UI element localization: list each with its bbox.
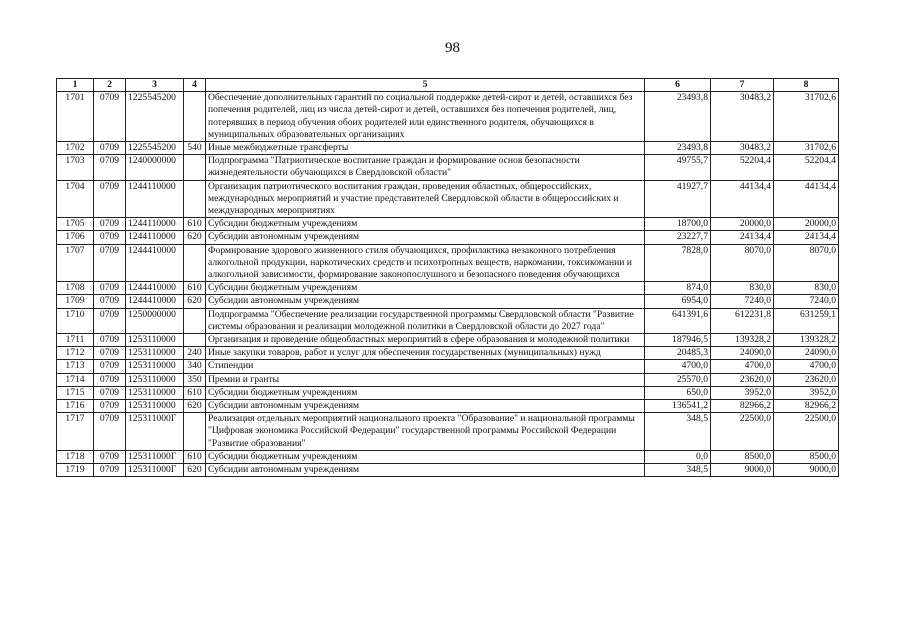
amount-year-3: 22500,0 bbox=[774, 413, 839, 451]
expense-type-code bbox=[184, 180, 206, 218]
target-article-code: 1244110000 bbox=[126, 231, 184, 244]
amount-year-3: 31702,6 bbox=[774, 142, 839, 155]
amount-year-1: 0,0 bbox=[645, 450, 711, 463]
target-article-code: 1244410000 bbox=[126, 244, 184, 282]
item-name: Субсидии бюджетным учреждениям bbox=[206, 218, 645, 231]
expense-type-code: 620 bbox=[184, 231, 206, 244]
amount-year-2: 612231,8 bbox=[711, 308, 774, 333]
amount-year-2: 24090,0 bbox=[711, 347, 774, 360]
target-article-code: 1253110000 bbox=[126, 334, 184, 347]
item-name: Субсидии бюджетным учреждениям bbox=[206, 386, 645, 399]
target-article-code: 1253110000 bbox=[126, 373, 184, 386]
section-code: 0709 bbox=[94, 282, 126, 295]
row-number: 1707 bbox=[57, 244, 94, 282]
amount-year-3: 139328,2 bbox=[774, 334, 839, 347]
amount-year-2: 44134,4 bbox=[711, 180, 774, 218]
expense-type-code bbox=[184, 155, 206, 180]
table-row bbox=[57, 244, 839, 282]
item-name: Иные закупки товаров, работ и услуг для обеспечения государственных (муниципальных) нужд bbox=[206, 347, 645, 360]
expense-type-code bbox=[184, 244, 206, 282]
item-name: Премии и гранты bbox=[206, 373, 645, 386]
section-code: 0709 bbox=[94, 244, 126, 282]
section-code: 0709 bbox=[94, 400, 126, 413]
amount-year-1: 6954,0 bbox=[645, 295, 711, 308]
table-row bbox=[57, 231, 839, 244]
amount-year-2: 139328,2 bbox=[711, 334, 774, 347]
amount-year-2: 52204,4 bbox=[711, 155, 774, 180]
row-number: 1714 bbox=[57, 373, 94, 386]
expense-type-code: 540 bbox=[184, 142, 206, 155]
table-row bbox=[57, 400, 839, 413]
amount-year-2: 82966,2 bbox=[711, 400, 774, 413]
amount-year-1: 41927,7 bbox=[645, 180, 711, 218]
target-article-code: 125311000Г bbox=[126, 413, 184, 451]
amount-year-2: 9000,0 bbox=[711, 464, 774, 477]
expense-type-code: 620 bbox=[184, 295, 206, 308]
expense-type-code: 240 bbox=[184, 347, 206, 360]
amount-year-2: 4700,0 bbox=[711, 360, 774, 373]
amount-year-3: 31702,6 bbox=[774, 92, 839, 142]
item-name: Обеспечение дополнительных гарантий по социальной поддержке детей-сирот и детей, оставшихся без попечения родителей, лиц из числа детей-сирот и детей, оставшихся без попечения родителей, лиц, потерявших в период обучения обоих родителей или единственного родителя, обучающихся в муниципальных образовательных организациях bbox=[206, 92, 645, 142]
target-article-code: 1225545200 bbox=[126, 92, 184, 142]
section-code: 0709 bbox=[94, 231, 126, 244]
amount-year-2: 830,0 bbox=[711, 282, 774, 295]
section-code: 0709 bbox=[94, 142, 126, 155]
amount-year-1: 874,0 bbox=[645, 282, 711, 295]
amount-year-3: 8500,0 bbox=[774, 450, 839, 463]
target-article-code: 1244110000 bbox=[126, 180, 184, 218]
section-code: 0709 bbox=[94, 155, 126, 180]
target-article-code: 1253110000 bbox=[126, 400, 184, 413]
table-row bbox=[57, 334, 839, 347]
expense-type-code: 610 bbox=[184, 386, 206, 399]
amount-year-3: 82966,2 bbox=[774, 400, 839, 413]
amount-year-1: 18700,0 bbox=[645, 218, 711, 231]
item-name: Субсидии бюджетным учреждениям bbox=[206, 450, 645, 463]
amount-year-3: 3952,0 bbox=[774, 386, 839, 399]
item-name: Стипендии bbox=[206, 360, 645, 373]
row-number: 1705 bbox=[57, 218, 94, 231]
table-row bbox=[57, 413, 839, 451]
row-number: 1703 bbox=[57, 155, 94, 180]
table-row bbox=[57, 92, 839, 142]
target-article-code: 1250000000 bbox=[126, 308, 184, 333]
row-number: 1716 bbox=[57, 400, 94, 413]
section-code: 0709 bbox=[94, 450, 126, 463]
item-name: Организация и проведение общеобластных мероприятий в сфере образования и молодежной политики bbox=[206, 334, 645, 347]
item-name: Субсидии автономным учреждениям bbox=[206, 464, 645, 477]
target-article-code: 125311000Г bbox=[126, 464, 184, 477]
row-number: 1715 bbox=[57, 386, 94, 399]
budget-table bbox=[56, 78, 839, 477]
amount-year-2: 30483,2 bbox=[711, 142, 774, 155]
amount-year-3: 631259,1 bbox=[774, 308, 839, 333]
amount-year-3: 9000,0 bbox=[774, 464, 839, 477]
item-name: Субсидии автономным учреждениям bbox=[206, 231, 645, 244]
amount-year-1: 348,5 bbox=[645, 464, 711, 477]
table-row bbox=[57, 360, 839, 373]
item-name: Субсидии автономным учреждениям bbox=[206, 295, 645, 308]
col-header-1: 1 bbox=[57, 79, 94, 92]
col-header-5: 5 bbox=[206, 79, 645, 92]
amount-year-2: 24134,4 bbox=[711, 231, 774, 244]
row-number: 1706 bbox=[57, 231, 94, 244]
amount-year-3: 44134,4 bbox=[774, 180, 839, 218]
target-article-code: 1253110000 bbox=[126, 386, 184, 399]
amount-year-2: 20000,0 bbox=[711, 218, 774, 231]
col-header-8: 8 bbox=[774, 79, 839, 92]
target-article-code: 1253110000 bbox=[126, 347, 184, 360]
target-article-code: 1244410000 bbox=[126, 295, 184, 308]
section-code: 0709 bbox=[94, 386, 126, 399]
col-header-4: 4 bbox=[184, 79, 206, 92]
amount-year-1: 23493,8 bbox=[645, 142, 711, 155]
section-code: 0709 bbox=[94, 308, 126, 333]
section-code: 0709 bbox=[94, 180, 126, 218]
amount-year-1: 136541,2 bbox=[645, 400, 711, 413]
amount-year-3: 7240,0 bbox=[774, 295, 839, 308]
col-header-6: 6 bbox=[645, 79, 711, 92]
table-row bbox=[57, 295, 839, 308]
amount-year-2: 23620,0 bbox=[711, 373, 774, 386]
item-name: Формирование здорового жизненного стиля обучающихся, профилактика незаконного потребления алкогольной продукции, наркотических средств и психотропных веществ, наркомании, токсикомании и алкогольной зависимости, формирование законопослушного и безопасного поведения обучающихся bbox=[206, 244, 645, 282]
target-article-code: 1240000000 bbox=[126, 155, 184, 180]
expense-type-code bbox=[184, 308, 206, 333]
amount-year-3: 24090,0 bbox=[774, 347, 839, 360]
section-code: 0709 bbox=[94, 464, 126, 477]
amount-year-1: 348,5 bbox=[645, 413, 711, 451]
table-row bbox=[57, 155, 839, 180]
row-number: 1711 bbox=[57, 334, 94, 347]
col-header-2: 2 bbox=[94, 79, 126, 92]
row-number: 1719 bbox=[57, 464, 94, 477]
row-number: 1701 bbox=[57, 92, 94, 142]
section-code: 0709 bbox=[94, 295, 126, 308]
row-number: 1717 bbox=[57, 413, 94, 451]
row-number: 1712 bbox=[57, 347, 94, 360]
amount-year-2: 22500,0 bbox=[711, 413, 774, 451]
amount-year-2: 8500,0 bbox=[711, 450, 774, 463]
expense-type-code: 620 bbox=[184, 400, 206, 413]
amount-year-1: 23493,8 bbox=[645, 92, 711, 142]
item-name: Подпрограмма "Обеспечение реализации государственной программы Свердловской области "Развитие системы образования и реализация молодежной политики в Свердловской области до 2027 года" bbox=[206, 308, 645, 333]
amount-year-3: 23620,0 bbox=[774, 373, 839, 386]
row-number: 1702 bbox=[57, 142, 94, 155]
section-code: 0709 bbox=[94, 334, 126, 347]
amount-year-3: 4700,0 bbox=[774, 360, 839, 373]
expense-type-code: 610 bbox=[184, 450, 206, 463]
amount-year-2: 30483,2 bbox=[711, 92, 774, 142]
row-number: 1713 bbox=[57, 360, 94, 373]
target-article-code: 1225545200 bbox=[126, 142, 184, 155]
target-article-code: 1244410000 bbox=[126, 282, 184, 295]
expense-type-code bbox=[184, 92, 206, 142]
item-name: Организация патриотического воспитания граждан, проведения областных, общероссийских, международных мероприятий и участие представителей Свердловской области в общероссийских и международных мероприятиях bbox=[206, 180, 645, 218]
item-name: Подпрограмма "Патриотическое воспитание граждан и формирование основ безопасности жизнедеятельности обучающихся в Свердловской области" bbox=[206, 155, 645, 180]
section-code: 0709 bbox=[94, 92, 126, 142]
item-name: Иные межбюджетные трансферты bbox=[206, 142, 645, 155]
amount-year-3: 52204,4 bbox=[774, 155, 839, 180]
item-name: Субсидии бюджетным учреждениям bbox=[206, 282, 645, 295]
amount-year-3: 8070,0 bbox=[774, 244, 839, 282]
item-name: Субсидии автономным учреждениям bbox=[206, 400, 645, 413]
row-number: 1709 bbox=[57, 295, 94, 308]
expense-type-code: 340 bbox=[184, 360, 206, 373]
amount-year-1: 7828,0 bbox=[645, 244, 711, 282]
table-row bbox=[57, 218, 839, 231]
section-code: 0709 bbox=[94, 360, 126, 373]
amount-year-2: 7240,0 bbox=[711, 295, 774, 308]
row-number: 1708 bbox=[57, 282, 94, 295]
col-header-7: 7 bbox=[711, 79, 774, 92]
row-number: 1704 bbox=[57, 180, 94, 218]
section-code: 0709 bbox=[94, 347, 126, 360]
section-code: 0709 bbox=[94, 373, 126, 386]
amount-year-1: 4700,0 bbox=[645, 360, 711, 373]
table-row bbox=[57, 450, 839, 463]
target-article-code: 1253110000 bbox=[126, 360, 184, 373]
amount-year-2: 3952,0 bbox=[711, 386, 774, 399]
expense-type-code bbox=[184, 334, 206, 347]
row-number: 1718 bbox=[57, 450, 94, 463]
col-header-3: 3 bbox=[126, 79, 184, 92]
target-article-code: 1244110000 bbox=[126, 218, 184, 231]
amount-year-1: 650,0 bbox=[645, 386, 711, 399]
expense-type-code: 620 bbox=[184, 464, 206, 477]
table-row bbox=[57, 282, 839, 295]
expense-type-code: 610 bbox=[184, 282, 206, 295]
table-row bbox=[57, 142, 839, 155]
page-number: 98 bbox=[445, 40, 460, 56]
table-row bbox=[57, 347, 839, 360]
section-code: 0709 bbox=[94, 413, 126, 451]
item-name: Реализация отдельных мероприятий национального проекта "Образование" и национальной программы "Цифровая экономика Российской Федерации" государственной программы Российской Федерации "Развитие образования" bbox=[206, 413, 645, 451]
table-row bbox=[57, 373, 839, 386]
target-article-code: 125311000Г bbox=[126, 450, 184, 463]
table-row bbox=[57, 386, 839, 399]
table-row bbox=[57, 308, 839, 333]
amount-year-3: 20000,0 bbox=[774, 218, 839, 231]
amount-year-1: 23227,7 bbox=[645, 231, 711, 244]
amount-year-1: 49755,7 bbox=[645, 155, 711, 180]
amount-year-1: 25570,0 bbox=[645, 373, 711, 386]
amount-year-1: 641391,6 bbox=[645, 308, 711, 333]
amount-year-1: 187946,5 bbox=[645, 334, 711, 347]
header-row bbox=[57, 79, 839, 92]
expense-type-code: 610 bbox=[184, 218, 206, 231]
table-row bbox=[57, 464, 839, 477]
table-row bbox=[57, 180, 839, 218]
amount-year-3: 24134,4 bbox=[774, 231, 839, 244]
section-code: 0709 bbox=[94, 218, 126, 231]
expense-type-code bbox=[184, 413, 206, 451]
row-number: 1710 bbox=[57, 308, 94, 333]
expense-type-code: 350 bbox=[184, 373, 206, 386]
amount-year-3: 830,0 bbox=[774, 282, 839, 295]
amount-year-1: 20485,3 bbox=[645, 347, 711, 360]
amount-year-2: 8070,0 bbox=[711, 244, 774, 282]
